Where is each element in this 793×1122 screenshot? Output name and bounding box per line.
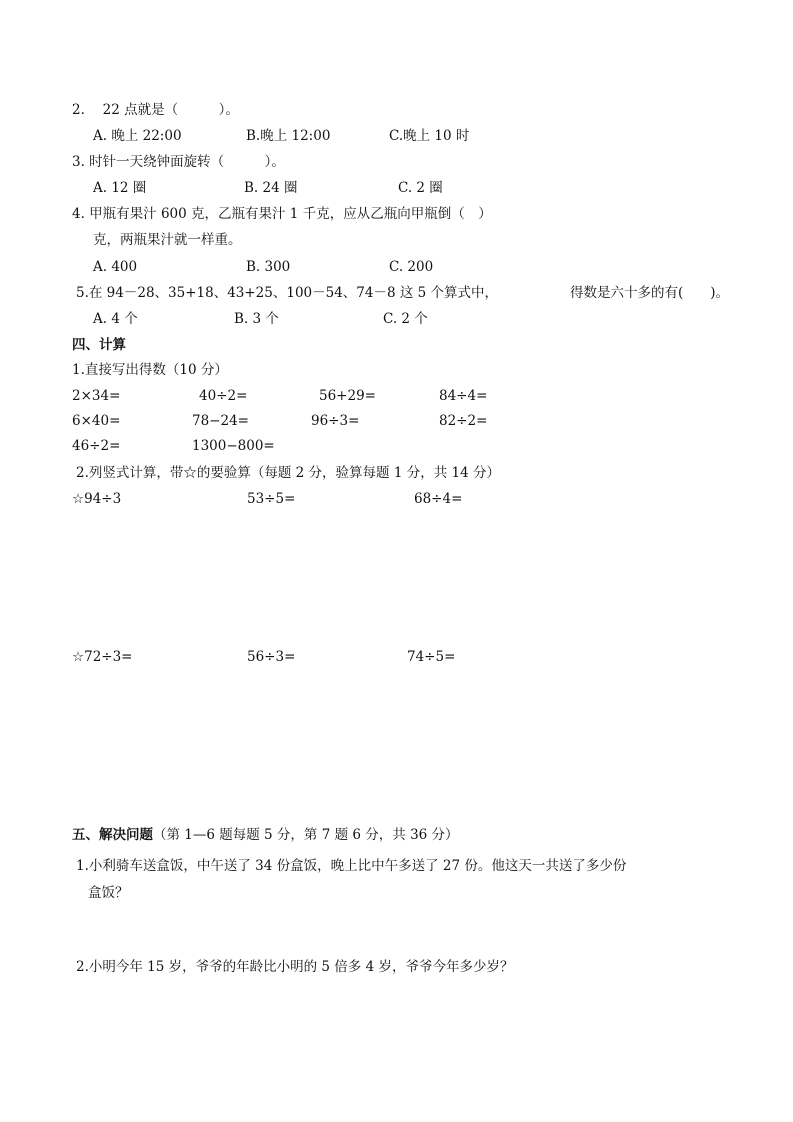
section5-q1-line2: 盒饭？ (88, 885, 129, 901)
q2-option-c[interactable]: C.晚上 10 时 (389, 128, 470, 144)
section5-heading: 五、解决问题 (72, 827, 153, 843)
calc-item: 96÷3= (311, 413, 360, 429)
calc-item: 46÷2= (72, 438, 121, 454)
section5-heading-note: （第 1—6 题每题 5 分，第 7 题 6 分，共 36 分） (153, 827, 459, 843)
calc-item: 2×34= (72, 388, 121, 404)
q5-stem-part1: 5.在 94－28、35+18、43+25、100－54、74－8 这 5 个算式中， (76, 285, 499, 301)
section5-q1-line1: 1.小利骑车送盒饭，中午送了 34 份盒饭，晚上比中午多送了 27 份。他这天一共送了多少份 (76, 858, 627, 874)
q5-option-a[interactable]: A. 4 个 (93, 311, 138, 327)
section4-part1-title: 1.直接写出得数（10 分） (72, 362, 228, 378)
q4-stem-line1: 4. 甲瓶有果汁 600 克，乙瓶有果汁 1 千克，应从乙瓶向甲瓶倒（ ） (72, 206, 492, 222)
q2-option-b[interactable]: B.晚上 12:00 (246, 128, 331, 144)
q3-option-b[interactable]: B. 24 圈 (244, 180, 298, 196)
calc-item: 84÷4= (439, 388, 488, 404)
calc-item: 82÷2= (439, 413, 488, 429)
vertical-calc-item: ☆72÷3= (72, 649, 133, 665)
q5-stem-part2: 得数是六十多的有( )。 (570, 285, 730, 301)
q3-stem: 3. 时针一天绕钟面旋转（ ）。 (72, 154, 285, 170)
calc-item: 1300−800= (192, 438, 275, 454)
calc-item: 78−24= (192, 413, 249, 429)
vertical-calc-item: 56÷3= (247, 649, 296, 665)
q4-option-a[interactable]: A. 400 (93, 259, 138, 275)
q3-option-a[interactable]: A. 12 圈 (93, 180, 147, 196)
section4-part2-title: 2.列竖式计算，带☆的要验算（每题 2 分，验算每题 1 分，共 14 分） (76, 465, 500, 481)
q3-option-c[interactable]: C. 2 圈 (398, 180, 443, 196)
section5-q2: 2.小明今年 15 岁，爷爷的年龄比小明的 5 倍多 4 岁，爷爷今年多少岁？ (76, 959, 514, 975)
calc-item: 56+29= (319, 388, 376, 404)
q2-stem: 2. 22 点就是（ ）。 (72, 102, 239, 118)
calc-item: 40÷2= (199, 388, 248, 404)
vertical-calc-item: ☆94÷3 (72, 491, 122, 507)
q5-option-c[interactable]: C. 2 个 (383, 311, 428, 327)
q4-option-c[interactable]: C. 200 (389, 259, 434, 275)
vertical-calc-item: 74÷5= (407, 649, 456, 665)
vertical-calc-item: 68÷4= (414, 491, 463, 507)
section4-heading: 四、计算 (72, 337, 126, 353)
q5-option-b[interactable]: B. 3 个 (234, 311, 279, 327)
q2-option-a[interactable]: A. 晚上 22:00 (93, 128, 182, 144)
q4-stem-line2: 克，两瓶果汁就一样重。 (93, 232, 242, 248)
vertical-calc-item: 53÷5= (247, 491, 296, 507)
q4-option-b[interactable]: B. 300 (246, 259, 291, 275)
section5-heading-row (72, 826, 459, 844)
calc-item: 6×40= (72, 413, 121, 429)
